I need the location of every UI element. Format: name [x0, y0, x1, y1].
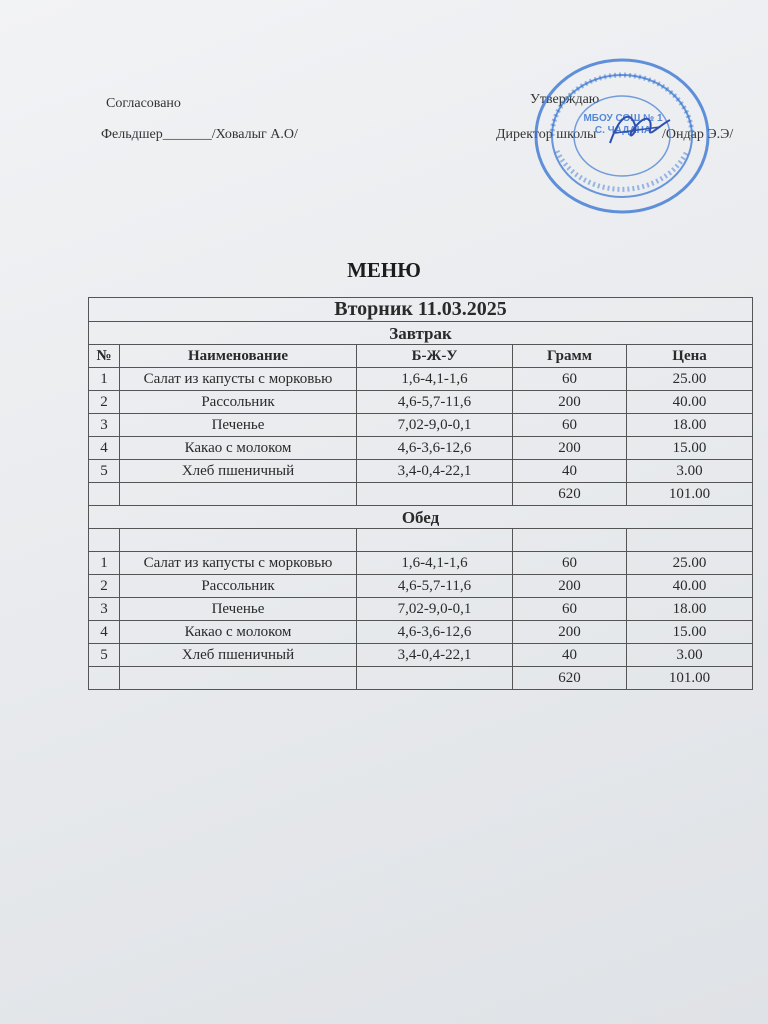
price-value: 15.00 [627, 437, 753, 460]
gram-value: 200 [513, 575, 627, 598]
table-row [89, 644, 753, 667]
table-header [89, 345, 753, 368]
price-value: 40.00 [627, 391, 753, 414]
gram-value: 60 [513, 552, 627, 575]
gram-value: 60 [513, 598, 627, 621]
gram-value: 40 [513, 460, 627, 483]
page-title: МЕНЮ [347, 258, 421, 282]
row-number: 5 [89, 644, 120, 667]
column-header: Грамм [513, 345, 627, 368]
dish-name: Салат из капусты с морковью [120, 552, 357, 575]
approve-label: Утверждаю [530, 92, 600, 107]
bju-value: 4,6-3,6-12,6 [357, 621, 513, 644]
column-header: Наименование [120, 345, 357, 368]
table-row [89, 368, 753, 391]
price-value: 15.00 [627, 621, 753, 644]
bju-value: 7,02-9,0-0,1 [357, 598, 513, 621]
column-header: Цена [627, 345, 753, 368]
price-value: 18.00 [627, 598, 753, 621]
breakfast-total-price: 101.00 [627, 483, 753, 506]
bju-value: 4,6-5,7-11,6 [357, 575, 513, 598]
dish-name: Какао с молоком [120, 437, 357, 460]
table-row [89, 437, 753, 460]
bju-value: 3,4-0,4-22,1 [357, 460, 513, 483]
price-value: 40.00 [627, 575, 753, 598]
blank-row [89, 529, 753, 552]
table-row [89, 621, 753, 644]
bju-value: 3,4-0,4-22,1 [357, 644, 513, 667]
day-title: Вторник 11.03.2025 [89, 298, 753, 322]
bju-value: 1,6-4,1-1,6 [357, 552, 513, 575]
bju-value: 1,6-4,1-1,6 [357, 368, 513, 391]
lunch-total-gram: 620 [513, 667, 627, 690]
gram-value: 60 [513, 414, 627, 437]
row-number: 2 [89, 391, 120, 414]
dish-name: Печенье [120, 414, 357, 437]
row-number: 4 [89, 621, 120, 644]
breakfast-rows [89, 368, 753, 483]
row-number: 1 [89, 552, 120, 575]
bju-value: 4,6-5,7-11,6 [357, 391, 513, 414]
price-value: 25.00 [627, 552, 753, 575]
row-number: 3 [89, 598, 120, 621]
row-number: 5 [89, 460, 120, 483]
table-row [89, 598, 753, 621]
row-number: 1 [89, 368, 120, 391]
gram-value: 200 [513, 391, 627, 414]
lunch-total-price: 101.00 [627, 667, 753, 690]
column-header: № [89, 345, 120, 368]
table-row [89, 460, 753, 483]
dish-name: Хлеб пшеничный [120, 644, 357, 667]
director-label: Директор школы [496, 127, 597, 142]
table-row [89, 552, 753, 575]
dish-name: Салат из капусты с морковью [120, 368, 357, 391]
bju-value: 7,02-9,0-0,1 [357, 414, 513, 437]
price-value: 3.00 [627, 460, 753, 483]
gram-value: 60 [513, 368, 627, 391]
row-number: 2 [89, 575, 120, 598]
dish-name: Хлеб пшеничный [120, 460, 357, 483]
table-row [89, 414, 753, 437]
column-header: Б-Ж-У [357, 345, 513, 368]
row-number: 4 [89, 437, 120, 460]
table-row [89, 391, 753, 414]
lunch-total-row [89, 667, 753, 690]
price-value: 3.00 [627, 644, 753, 667]
lunch-rows [89, 552, 753, 667]
agreed-label: Согласовано [106, 96, 181, 111]
stamp-text: МБОУ СОШ № 1 С. ЧАДАНА [583, 113, 663, 136]
director-name: /Ондар Э.Э/ [662, 127, 734, 142]
dish-name: Рассольник [120, 391, 357, 414]
medic-signature-line: Фельдшер_______/Ховалыг А.О/ [101, 127, 298, 142]
row-number: 3 [89, 414, 120, 437]
breakfast-heading: Завтрак [89, 322, 753, 345]
dish-name: Какао с молоком [120, 621, 357, 644]
lunch-heading: Обед [89, 506, 753, 529]
menu-table [88, 297, 753, 690]
director-signature [605, 105, 675, 150]
dish-name: Печенье [120, 598, 357, 621]
price-value: 25.00 [627, 368, 753, 391]
dish-name: Рассольник [120, 575, 357, 598]
price-value: 18.00 [627, 414, 753, 437]
breakfast-total-gram: 620 [513, 483, 627, 506]
gram-value: 200 [513, 437, 627, 460]
table-row [89, 575, 753, 598]
gram-value: 40 [513, 644, 627, 667]
breakfast-total-row [89, 483, 753, 506]
bju-value: 4,6-3,6-12,6 [357, 437, 513, 460]
gram-value: 200 [513, 621, 627, 644]
